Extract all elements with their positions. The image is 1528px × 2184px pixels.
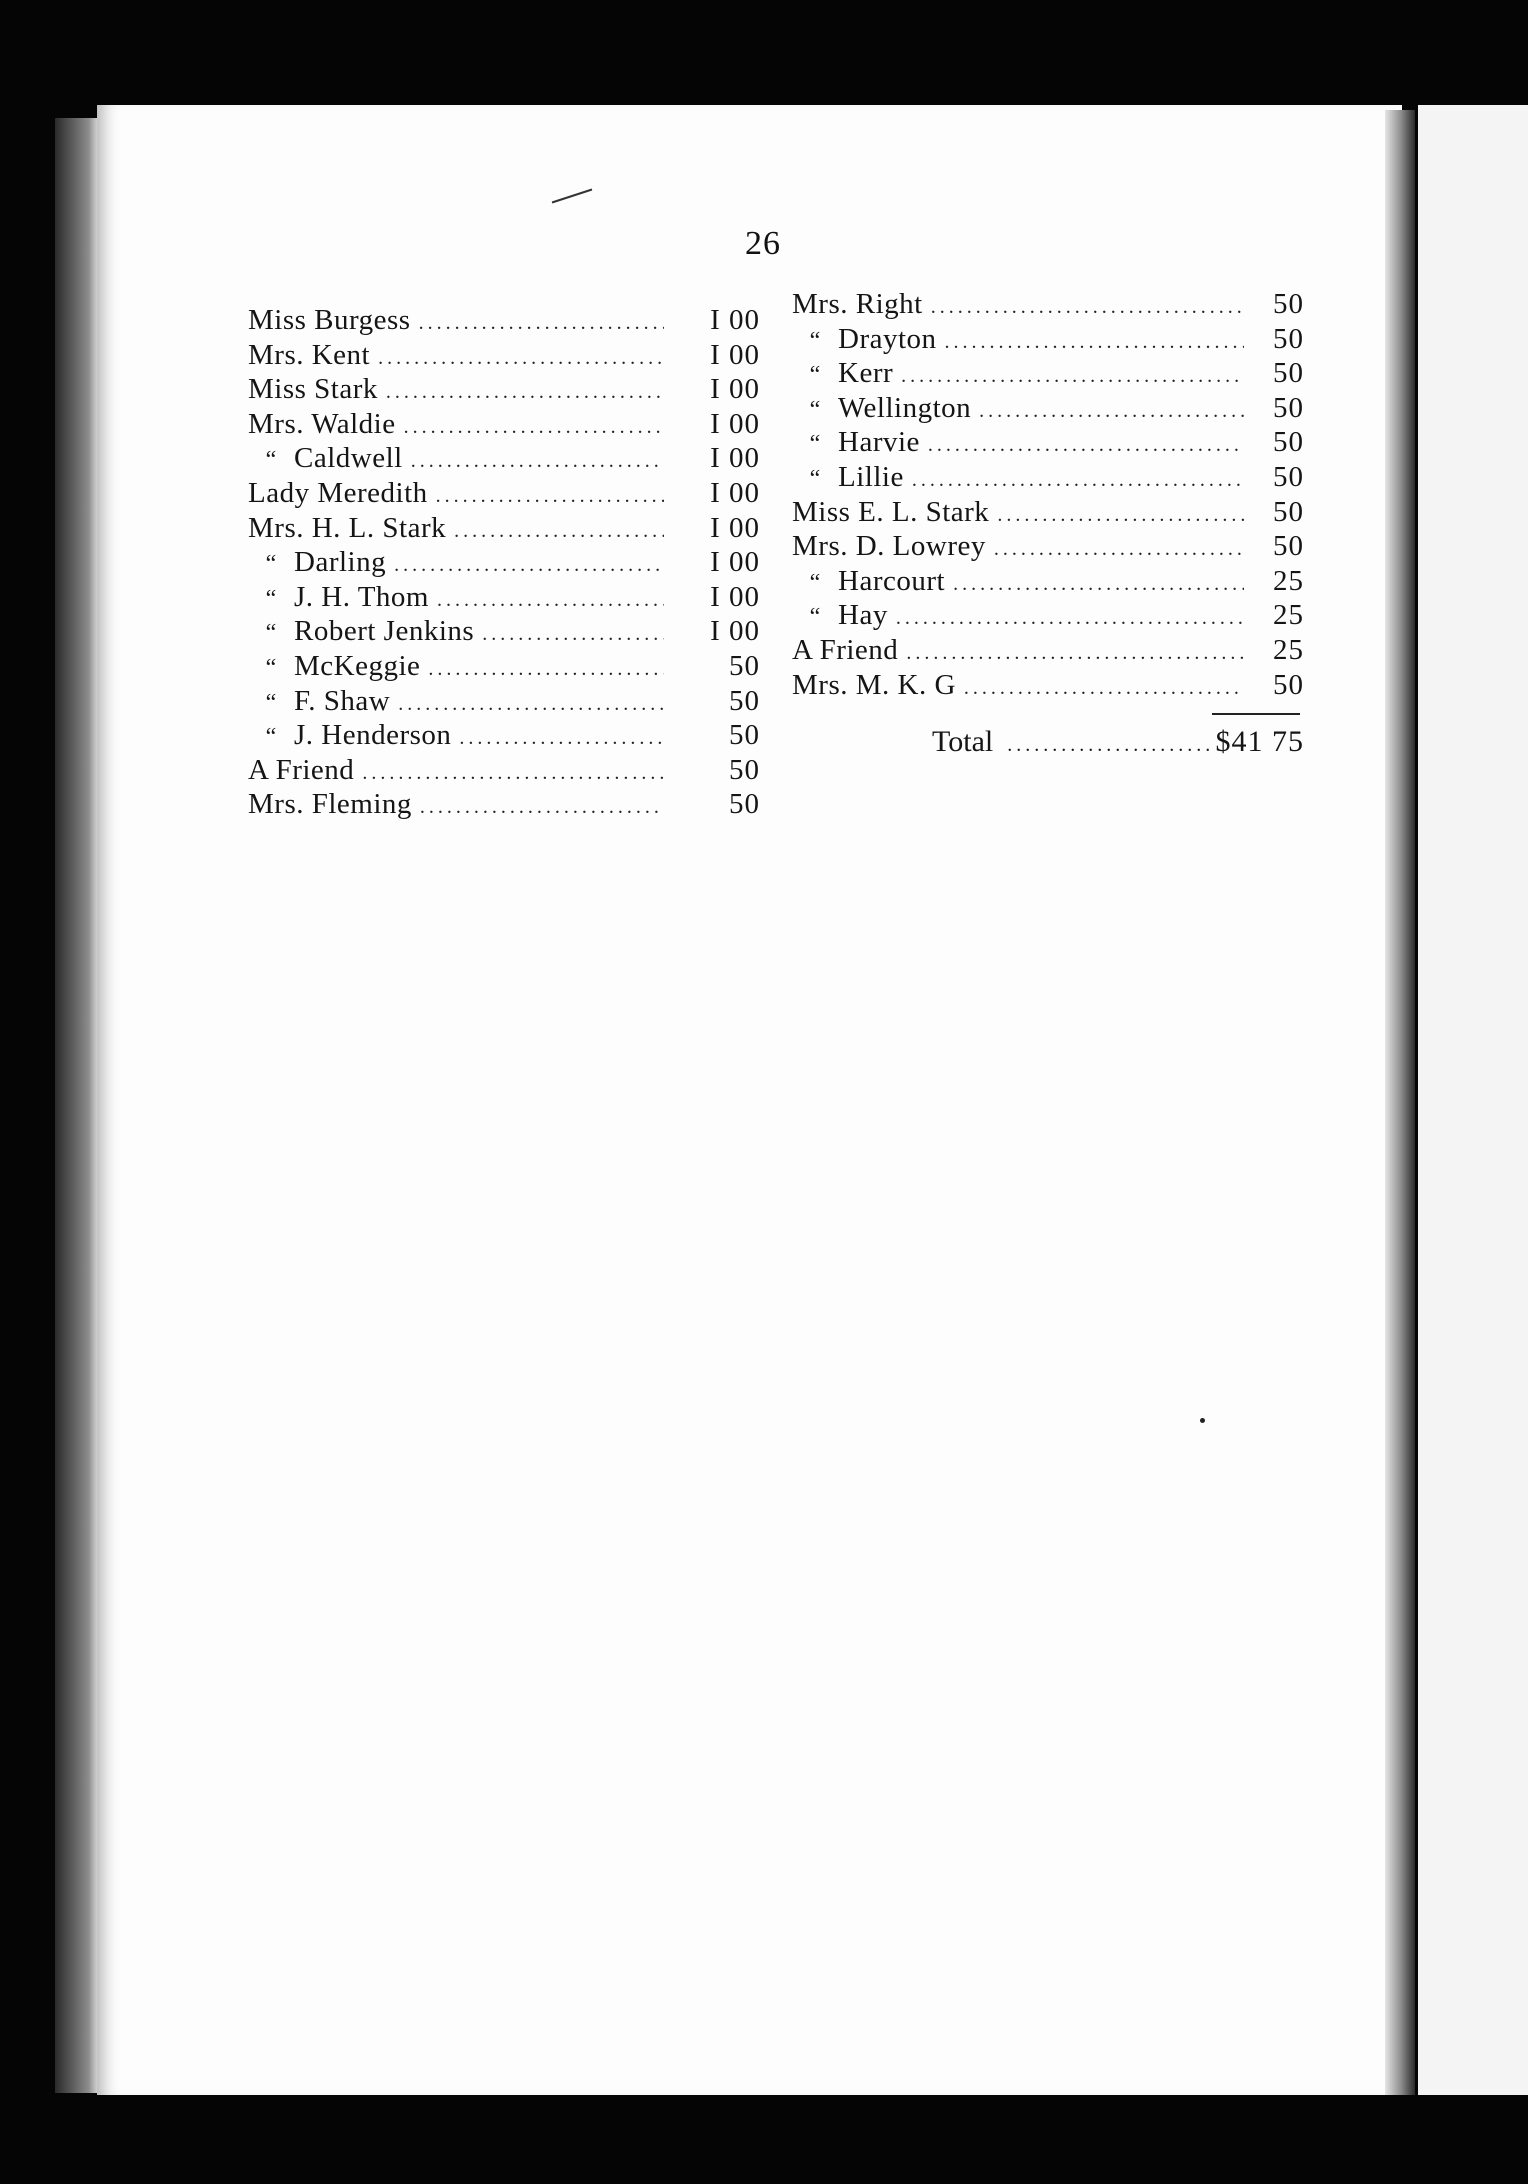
subscription-amount: I 00 — [710, 580, 760, 613]
ditto-mark: “ — [809, 431, 821, 458]
dot-leader — [964, 677, 1244, 700]
subscriber-row — [248, 788, 760, 823]
dot-leader — [428, 658, 664, 681]
left-subscription-column — [248, 304, 760, 823]
subscription-amount: 50 — [1273, 322, 1304, 355]
subscription-amount: 50 — [729, 753, 760, 786]
adjacent-page — [1418, 105, 1528, 2095]
subscriber-row — [792, 288, 1304, 323]
subscriber-row — [792, 565, 1304, 600]
subscription-amount: 25 — [1273, 564, 1304, 597]
subscriber-name: Darling — [294, 546, 387, 579]
subscriber-row — [792, 392, 1304, 427]
subscriber-row — [792, 669, 1304, 704]
subscriber-row — [248, 408, 760, 443]
dot-leader — [953, 573, 1244, 596]
ditto-mark: “ — [809, 569, 821, 596]
subscription-amount: 50 — [1273, 357, 1304, 390]
dot-leader — [945, 331, 1244, 354]
ditto-mark: “ — [265, 724, 277, 751]
dot-leader — [928, 434, 1244, 457]
subscriber-row — [248, 304, 760, 339]
subscriber-row — [792, 461, 1304, 496]
subscriber-row — [248, 477, 760, 512]
subscriber-name: Wellington — [838, 391, 972, 424]
ditto-mark: “ — [265, 551, 277, 578]
subscriber-name: Miss Burgess — [248, 304, 411, 336]
subscription-amount: I 00 — [710, 476, 760, 509]
total-amount: $41 75 — [1215, 725, 1304, 759]
dot-leader — [459, 727, 664, 750]
subscriber-row — [792, 599, 1304, 634]
dot-leader — [906, 642, 1244, 665]
subscription-amount: I 00 — [710, 373, 760, 406]
subscription-amount: I 00 — [710, 511, 760, 544]
dot-leader — [979, 400, 1244, 423]
subscriber-name: Hay — [838, 599, 888, 632]
subscriber-row — [248, 373, 760, 408]
subscription-amount: 50 — [729, 719, 760, 752]
right-subscription-column — [792, 288, 1304, 759]
right-entries — [792, 288, 1304, 703]
subscription-amount: 25 — [1273, 599, 1304, 632]
dot-leader — [398, 693, 664, 716]
dot-leader — [394, 554, 664, 577]
subscription-amount: I 00 — [710, 338, 760, 371]
subscriber-row — [792, 496, 1304, 531]
subscriber-name: A Friend — [792, 633, 899, 666]
subscription-amount: I 00 — [710, 615, 760, 648]
subscriber-name: Caldwell — [294, 442, 403, 475]
subscriber-name: Miss E. L. Stark — [792, 495, 990, 528]
subscriber-name: Mrs. Waldie — [248, 407, 396, 440]
subscriber-name: Miss Stark — [248, 373, 378, 406]
subscriber-name: Mrs. Right — [792, 288, 923, 320]
page-gutter — [1385, 110, 1415, 2095]
ditto-mark: “ — [265, 620, 277, 647]
book-spine-edge — [55, 118, 97, 2093]
subscriber-name: Lillie — [838, 460, 904, 493]
subscriber-name: Lady Meredith — [248, 476, 428, 509]
subscription-amount: I 00 — [710, 442, 760, 475]
ditto-mark: “ — [265, 447, 277, 474]
dot-leader — [931, 296, 1244, 319]
ditto-mark: “ — [265, 585, 277, 612]
subscriber-name: F. Shaw — [294, 684, 391, 717]
ditto-mark: “ — [809, 396, 821, 423]
dot-leader — [901, 365, 1244, 388]
subscriber-name: Kerr — [838, 357, 894, 390]
dot-leader — [482, 623, 664, 646]
dot-leader — [378, 347, 664, 370]
subscriber-row — [792, 357, 1304, 392]
dot-leader — [411, 450, 664, 473]
ditto-mark: “ — [809, 465, 821, 492]
subscription-amount: I 00 — [710, 304, 760, 336]
ditto-mark: “ — [809, 327, 821, 354]
subscriber-row — [792, 323, 1304, 358]
subscriber-row — [248, 581, 760, 616]
subscription-amount: 50 — [729, 649, 760, 682]
subscriber-name: Harvie — [838, 426, 920, 459]
dot-leader — [362, 762, 664, 785]
ditto-mark: “ — [809, 362, 821, 389]
ditto-mark: “ — [809, 604, 821, 631]
total-rule — [1212, 713, 1300, 715]
subscriber-row — [792, 634, 1304, 669]
subscription-amount: 50 — [1273, 495, 1304, 528]
subscriber-row — [792, 530, 1304, 565]
dot-leader — [994, 538, 1244, 561]
subscriber-name: Mrs. Kent — [248, 338, 371, 371]
subscriber-row — [248, 615, 760, 650]
subscriber-row — [248, 719, 760, 754]
dot-leader — [896, 607, 1244, 630]
subscription-amount: 50 — [1273, 426, 1304, 459]
subscription-amount: 50 — [1273, 530, 1304, 563]
subscriber-row — [248, 512, 760, 547]
dot-leader — [436, 485, 664, 508]
subscription-amount: I 00 — [710, 407, 760, 440]
subscription-amount: I 00 — [710, 546, 760, 579]
dot-leader — [997, 504, 1244, 527]
subscriber-row — [792, 426, 1304, 461]
subscriber-name: Mrs. M. K. G — [792, 668, 956, 701]
ditto-mark: “ — [265, 689, 277, 716]
subscription-amount: 25 — [1273, 633, 1304, 666]
subscriber-name: J. H. Thom — [294, 580, 429, 613]
dot-leader — [454, 520, 664, 543]
subscriber-name: Mrs. D. Lowrey — [792, 530, 986, 563]
subscriber-name: A Friend — [248, 753, 355, 786]
dot-leader — [419, 312, 664, 335]
dot-leader — [386, 381, 664, 404]
subscriber-row — [248, 650, 760, 685]
subscriber-name: J. Henderson — [294, 719, 452, 752]
dot-leader — [420, 796, 664, 819]
subscription-amount: 50 — [1273, 668, 1304, 701]
subscription-amount: 50 — [1273, 288, 1304, 320]
subscription-amount: 50 — [1273, 391, 1304, 424]
total-row — [792, 725, 1304, 759]
dot-leader — [912, 469, 1244, 492]
subscriber-name: Mrs. Fleming — [248, 788, 412, 821]
subscriber-name: Harcourt — [838, 564, 946, 597]
ink-speck — [1200, 1418, 1205, 1423]
subscriber-row — [248, 442, 760, 477]
subscriber-name: McKeggie — [294, 649, 421, 682]
subscriber-row — [248, 754, 760, 789]
dot-leader — [1007, 734, 1211, 757]
dot-leader — [404, 416, 664, 439]
ditto-mark: “ — [265, 654, 277, 681]
subscriber-name: Drayton — [838, 322, 937, 355]
subscriber-name: Robert Jenkins — [294, 615, 475, 648]
subscription-amount: 50 — [729, 788, 760, 821]
dot-leader — [437, 589, 664, 612]
subscriber-row — [248, 546, 760, 581]
subscriber-row — [248, 685, 760, 720]
subscriber-row — [248, 339, 760, 374]
page-number: 26 — [745, 225, 781, 262]
total-label: Total — [932, 725, 994, 759]
subscription-amount: 50 — [729, 684, 760, 717]
subscriber-name: Mrs. H. L. Stark — [248, 511, 447, 544]
subscription-amount: 50 — [1273, 460, 1304, 493]
